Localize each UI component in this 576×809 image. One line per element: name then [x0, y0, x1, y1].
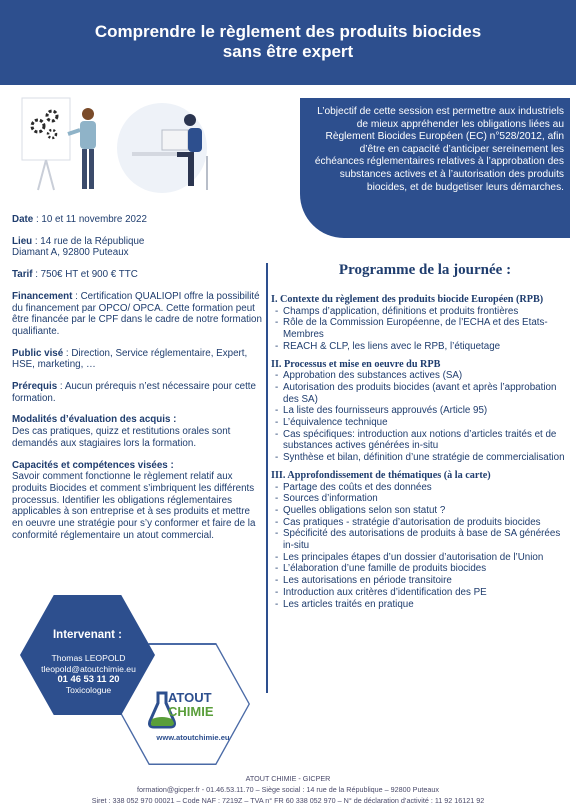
intervenant-phone: 01 46 53 11 20	[57, 673, 120, 684]
intervenant-name: Thomas LEOPOLD	[51, 653, 126, 663]
date-info	[12, 214, 262, 226]
modalites-value: Des cas pratiques, quizz et restitutions orales sont demandés aux stagiaires lors la formation.	[12, 426, 231, 449]
logo-word-1: ATOUT	[168, 690, 212, 705]
list-item: - Approbation des substances actives (SA)	[275, 370, 463, 382]
public-label: Public visé	[12, 347, 64, 359]
website-link[interactable]: www.atoutchimie.eu	[156, 733, 230, 742]
objective-box: L’objectif de cette session est permettre aux industriels de mieux appréhender les obligations liées au Règlement Biocides Européen (EC) n°528/2012, afin d’être en capacité d’anticiper sereinement les échéances réglementaires relatives à l’approbation des substances actives et à l’autorisation des produits biocides, et de budgetiser leurs démarches.	[300, 98, 570, 238]
capacites-label: Capacités et compétences visées :	[12, 459, 174, 471]
intervenant-block	[20, 595, 240, 770]
programme-title: Programme de la journée :	[338, 262, 512, 278]
prerequis-value: : Aucun prérequis n’est nécessaire pour cette formation.	[12, 381, 256, 404]
tarif-info	[12, 269, 262, 281]
tarif-value: : 750€ HT et 900 € TTC	[32, 269, 138, 281]
footer-contact: formation@gicper.fr - 01.46.53.11.70 – Siège social : 14 rue de la République – 92800 Puteaux	[136, 785, 440, 794]
list-item: - L’élaboration d’une famille de produits biocides	[275, 563, 487, 575]
capacites-info	[12, 460, 262, 542]
list-item: - REACH & CLP, les liens avec le RPB, l’étiquetage	[275, 340, 501, 352]
logo-word-2: CHIMIE	[168, 704, 214, 719]
intervenant-details	[20, 653, 157, 695]
list-item: - Rôle de la Commission Européenne, de l’ECHA et des Etats-Membres	[275, 317, 548, 341]
info-column	[12, 214, 262, 551]
section-title: I. Contexte du règlement des produits biocide Européen (RPB)	[271, 294, 544, 305]
list-item: - Sources d’information	[275, 493, 378, 505]
financement-value: : Certification QUALIOPI offre la possibilité du financement par OPCO/ OPCA. Cette formation peut être financée par le CPF dans le cadre de notre formation qualifiante.	[12, 290, 262, 337]
column-divider	[266, 263, 268, 693]
list-item: - Spécificité des autorisations de produits à base de SA générées in-situ	[275, 528, 561, 552]
date-label: Date	[12, 214, 34, 225]
title-line-1: Comprendre le règlement des produits biocides	[94, 22, 482, 41]
intervenant-role: Toxicologue	[65, 684, 112, 695]
prerequis-info	[12, 381, 262, 404]
footer-legal: Siret : 338 052 970 00021 – Code NAF : 7219Z – TVA n° FR 60 338 052 970 – N° de déclaration d’activité : 11 92 16121 92	[91, 796, 485, 805]
list-item: - Introduction aux critères d’identification des PE	[275, 586, 487, 598]
modalites-info	[12, 414, 262, 449]
section-title: III. Approfondissement de thématiques (à la carte)	[271, 469, 491, 481]
list-item: - Les principales étapes d’un dossier d’autorisation de l’Union	[275, 551, 544, 563]
list-item: - Les articles traités en pratique	[275, 598, 414, 610]
intervenant-email[interactable]: tleopold@atoutchimie.eu	[41, 663, 136, 674]
tarif-label: Tarif	[12, 269, 33, 281]
list-item: - L’équivalence technique	[275, 417, 388, 429]
list-item: - Partage des coûts et des données	[275, 481, 432, 493]
modalites-label: Modalités d’évaluation des acquis :	[12, 414, 177, 426]
list-item: - Cas pratiques - stratégie d’autorisation de produits biocides	[275, 516, 541, 528]
list-item: - Champs d’application, définitions et produits frontières	[275, 305, 519, 317]
header-banner	[0, 0, 576, 85]
list-item: - Autorisation des produits biocides (avant et après l’approbation des SA)	[275, 381, 557, 405]
programme-list	[271, 290, 573, 616]
date-value: : 10 et 11 novembre 2022	[33, 214, 147, 225]
lieu-value: : 14 rue de la République	[32, 235, 145, 247]
lieu-line-2: Diamant A, 92800 Puteaux	[12, 247, 129, 259]
prerequis-label: Prérequis	[12, 381, 58, 393]
public-info	[12, 348, 262, 371]
atout-chimie-logo	[168, 691, 214, 719]
list-item: - Synthèse et bilan, définition d’une stratégie de commercialisation	[275, 452, 565, 464]
lieu-info	[12, 236, 262, 259]
footer-org: ATOUT CHIMIE - GICPER	[245, 774, 331, 783]
list-item: - Cas spécifiques: introduction aux notions d’articles traités et de substances actives générées in-situ	[275, 428, 557, 452]
public-value: : Direction, Service réglementaire, Expert, HSE, marketing, …	[12, 347, 248, 371]
list-item: - Les autorisations en période transitoire	[275, 575, 452, 587]
financement-info	[12, 291, 262, 338]
list-item: - La liste des fournisseurs approuvés (Article 95)	[275, 405, 488, 417]
section-items	[271, 306, 573, 353]
page-title	[0, 22, 576, 62]
section-title: II. Processus et mise en oeuvre du RPB	[271, 358, 441, 370]
lieu-label: Lieu	[12, 235, 33, 247]
financement-label: Financement	[12, 290, 73, 302]
title-line-2: sans être expert	[222, 42, 354, 61]
intervenant-title: Intervenant :	[52, 629, 122, 641]
capacites-value: Savoir comment fonctionne le règlement relatif aux produits Biocides et comment s’imbriquent les différents processus. Identifier les obligations réglementaires applicables à son entreprise et à ses produits et mettre en oeuvre une stratégie pour s’y conformer et faire de la conformité réglementaire un atout commercial.	[12, 471, 256, 541]
section-items	[271, 482, 573, 611]
section-items	[271, 370, 573, 464]
training-illustration	[12, 90, 227, 205]
list-item: - Quelles obligations selon son statut ?	[275, 504, 446, 516]
